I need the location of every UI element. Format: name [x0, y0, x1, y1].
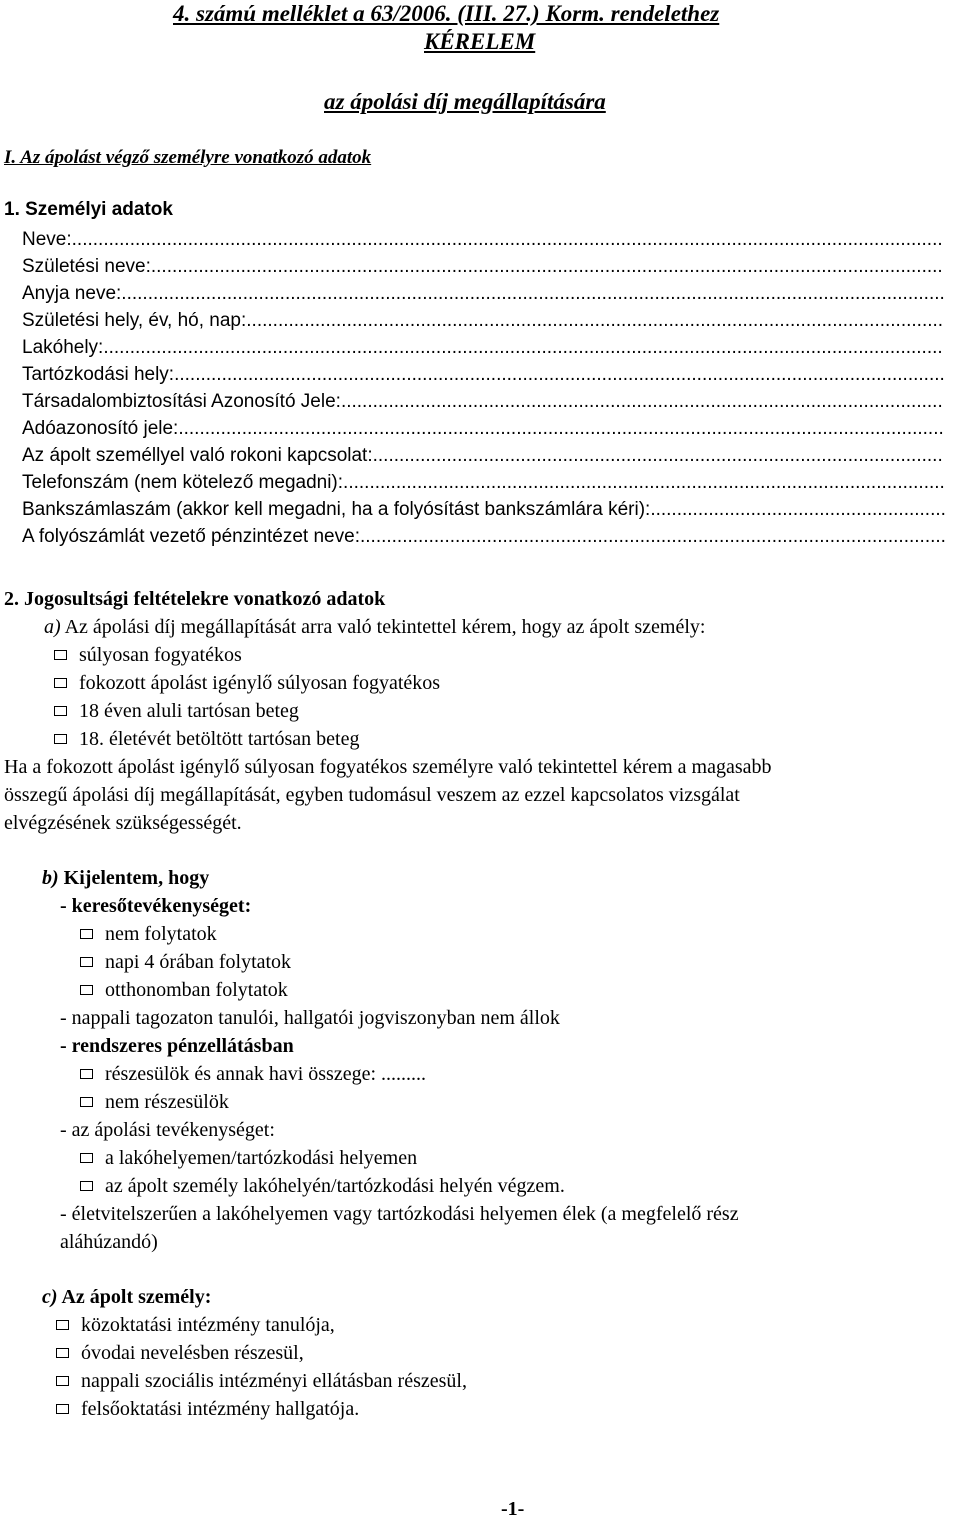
field-fill-line[interactable]: ................................................................................................................................................. [178, 418, 944, 439]
section-title: I. Az ápolást végző személyre vonatkozó adatok [4, 147, 372, 168]
student-statement: - nappali tagozaton tanulói, hallgatói jogviszonyban nem állok [60, 1007, 560, 1029]
annex-reference: 4. számú melléklet a 63/2006. (III. 27.) Korm. rendelethez [173, 1, 720, 26]
option-label: fokozott ápolást igénylő súlyosan fogyatékos [79, 672, 441, 694]
form-field[interactable] [22, 443, 948, 469]
checkbox-icon[interactable] [80, 985, 93, 995]
consent-paragraph-line: elvégzésének szükségességét. [4, 812, 242, 834]
field-fill-line[interactable]: ............................................................................................................ [372, 445, 943, 466]
item-c-heading [42, 1286, 211, 1309]
checkbox-icon[interactable] [54, 678, 67, 688]
field-fill-line[interactable]: ...................................................................................................................................................... [150, 256, 943, 277]
document-subtitle: az ápolási díj megállapítására [324, 89, 606, 114]
checkbox-icon[interactable] [54, 734, 67, 744]
checkbox-icon[interactable] [80, 1069, 93, 1079]
option-row[interactable] [54, 644, 242, 667]
option-label: 18. életévét betöltött tartósan beteg [79, 728, 360, 750]
field-fill-line[interactable]: .................................................................................................................. [340, 391, 943, 412]
form-field[interactable] [22, 254, 948, 280]
document-title: KÉRELEM [424, 29, 536, 54]
option-row[interactable] [80, 1175, 565, 1198]
item-c-prefix: c) [42, 1286, 58, 1308]
field-label: Adóazonosító jele: [22, 418, 179, 439]
consent-paragraph-line: Ha a fokozott ápolást igénylő súlyosan fogyatékos személyre való tekintettel kérem a magasabb [4, 756, 772, 778]
option-label: felsőoktatási intézmény hallgatója. [81, 1398, 360, 1420]
checkbox-icon[interactable] [80, 929, 93, 939]
option-label: az ápolt személy lakóhelyén/tartózkodási helyén végzem. [105, 1175, 565, 1197]
option-row[interactable] [80, 1147, 417, 1170]
option-label: óvodai nevelésben részesül, [81, 1342, 304, 1364]
option-row[interactable] [54, 672, 440, 695]
form-field[interactable] [22, 362, 948, 388]
form-field[interactable] [22, 497, 948, 523]
checkbox-icon[interactable] [56, 1320, 69, 1330]
checkbox-icon[interactable] [54, 650, 67, 660]
option-label: nem folytatok [105, 923, 217, 945]
section-2-title: 2. Jogosultsági feltételekre vonatkozó adatok [4, 588, 386, 610]
field-label: A folyószámlát vezető pénzintézet neve: [22, 526, 360, 547]
form-field[interactable] [22, 416, 948, 442]
option-row[interactable] [56, 1398, 359, 1421]
option-row[interactable] [56, 1370, 467, 1393]
field-fill-line[interactable]: .................................................................................................................. [343, 472, 945, 493]
option-row[interactable] [80, 979, 288, 1002]
form-field[interactable] [22, 227, 948, 253]
option-label: részesülök és annak havi összege: ......... [105, 1063, 427, 1085]
field-label: Születési neve: [22, 256, 151, 277]
checkbox-icon[interactable] [54, 706, 67, 716]
field-fill-line[interactable]: .................................................................................................................................................. [174, 364, 945, 385]
option-row[interactable] [80, 951, 291, 974]
option-row[interactable] [56, 1342, 304, 1365]
form-field[interactable] [22, 335, 948, 361]
residence-statement: - életvitelszerűen a lakóhelyemen vagy tartózkodási helyemen élek (a megfelelő rész [60, 1203, 739, 1225]
form-field[interactable] [22, 524, 948, 550]
option-label: otthonomban folytatok [105, 979, 288, 1001]
checkbox-icon[interactable] [56, 1348, 69, 1358]
checkbox-icon[interactable] [80, 1097, 93, 1107]
activity-heading: - keresőtevékenységet: [60, 895, 252, 917]
option-row[interactable] [56, 1314, 335, 1337]
field-fill-line[interactable]: ............................................................................................................... [359, 526, 946, 547]
field-label: Társadalombiztosítási Azonosító Jele: [22, 391, 341, 412]
option-row[interactable] [80, 1091, 229, 1114]
field-label: Az ápolt személlyel való rokoni kapcsolat: [22, 445, 373, 466]
option-label: napi 4 órában folytatok [105, 951, 292, 973]
checkbox-icon[interactable] [80, 1181, 93, 1191]
option-label: nem részesülök [105, 1091, 229, 1113]
option-row[interactable] [80, 923, 217, 946]
item-b-prefix: b) [42, 867, 59, 889]
field-fill-line[interactable]: ........................................................ [650, 499, 946, 520]
form-field[interactable] [22, 281, 948, 307]
item-b-title: Kijelentem, hogy [58, 867, 210, 889]
form-field[interactable] [22, 308, 948, 334]
field-fill-line[interactable]: ............................................................................................................................................................ [121, 283, 945, 304]
item-a-text: Az ápolási díj megállapítását arra való tekintettel kérem, hogy az ápolt személy: [60, 616, 706, 638]
form-field[interactable] [22, 470, 948, 496]
option-label: súlyosan fogyatékos [79, 644, 242, 666]
item-b-heading [42, 867, 209, 890]
option-label: közoktatási intézmény tanulója, [81, 1314, 335, 1336]
option-row[interactable] [80, 1063, 426, 1086]
eligibility-question [44, 616, 705, 639]
field-fill-line[interactable]: ..................................................................................................................................................................... [71, 229, 943, 250]
care-heading: - az ápolási tevékenységet: [60, 1119, 275, 1141]
form-field[interactable] [22, 389, 948, 415]
item-a-prefix: a) [44, 616, 61, 638]
field-label: Születési hely, év, hó, nap: [22, 310, 247, 331]
option-row[interactable] [54, 728, 359, 751]
option-label: nappali szociális intézményi ellátásban részesül, [81, 1370, 467, 1392]
field-label: Bankszámlaszám (akkor kell megadni, ha a folyósítást bankszámlára kéri): [22, 499, 651, 520]
field-fill-line[interactable]: ............................................................................................................................................................... [103, 337, 943, 358]
benefit-heading: - rendszeres pénzellátásban [60, 1035, 294, 1057]
option-label: a lakóhelyemen/tartózkodási helyemen [105, 1147, 418, 1169]
checkbox-icon[interactable] [56, 1404, 69, 1414]
checkbox-icon[interactable] [56, 1376, 69, 1386]
subsection-title: 1. Személyi adatok [4, 199, 173, 220]
field-fill-line[interactable]: .................................................................................................................................... [246, 310, 944, 331]
field-label: Anyja neve: [22, 283, 122, 304]
residence-statement-cont: aláhúzandó) [60, 1231, 158, 1253]
field-label: Telefonszám (nem kötelező megadni): [22, 472, 344, 493]
item-c-title: Az ápolt személy: [57, 1286, 212, 1308]
consent-paragraph-line: összegű ápolási díj megállapítását, egyben tudomásul veszem az ezzel kapcsolatos vizsgálat [4, 784, 740, 806]
option-row[interactable] [54, 700, 299, 723]
field-label: Lakóhely: [22, 337, 104, 358]
field-label: Neve: [22, 229, 72, 250]
field-label: Tartózkodási hely: [22, 364, 175, 385]
checkbox-icon[interactable] [80, 1153, 93, 1163]
option-label: 18 éven aluli tartósan beteg [79, 700, 299, 722]
page-number: -1- [501, 1498, 525, 1520]
checkbox-icon[interactable] [80, 957, 93, 967]
